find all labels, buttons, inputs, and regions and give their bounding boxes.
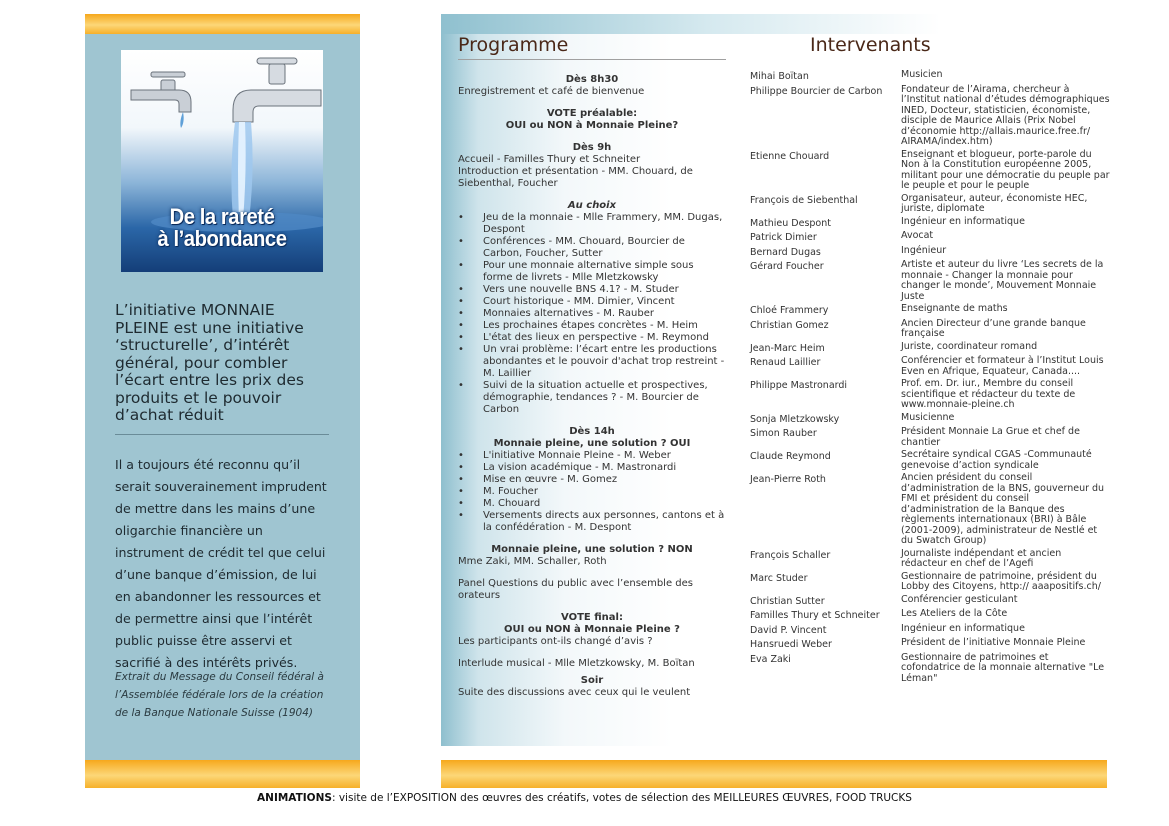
table-row <box>750 150 1110 192</box>
table-row <box>750 624 1110 637</box>
footer <box>0 792 1169 804</box>
speaker-description: Conférencier gesticulant <box>901 593 1018 605</box>
programme-divider <box>458 59 726 60</box>
speaker-name: Jean-Marc Heim <box>750 342 825 354</box>
table-row <box>750 450 1110 471</box>
accueil-line: Accueil - Familles Thury et Schneiter <box>458 154 641 165</box>
speaker-name: Mathieu Despont <box>750 217 831 229</box>
intervenants-list <box>750 70 1110 686</box>
block-time-9h: Dès 9h <box>572 142 612 153</box>
table-row <box>750 549 1110 570</box>
speaker-description: Ancien président du conseil d’administration de la BNS, gouverneur du FMI et président du conseil d’administration de la Banque des règlements internationaux (BRI) à Bâle (2001-2009), administrateur de Nestlé et du Swatch Group) <box>901 472 1105 546</box>
programme-section <box>458 74 726 699</box>
panel-text: Panel Questions du public avec l’ensemble des orateurs <box>458 578 693 601</box>
speaker-description: Président Monnaie La Grue et chef de chantier <box>901 426 1080 448</box>
list-item: • L'état des lieux en perspective - M. Reymond <box>458 332 726 344</box>
speaker-description: Musicien <box>901 69 943 80</box>
list-item: • Conférences - MM. Chouard, Bourcier de Carbon, Foucher, Sutter <box>458 236 726 260</box>
table-row <box>750 304 1110 317</box>
table-row <box>750 319 1110 340</box>
speaker-description: Secrétaire syndical CGAS -Communauté genevoise d’action syndicale <box>901 449 1092 471</box>
left-bottom-bar <box>85 760 360 788</box>
table-row <box>750 85 1110 148</box>
speaker-description: Ingénieur en informatique <box>901 622 1025 634</box>
intro-text: L’initiative MONNAIE PLEINE est une initiative ‘structurelle’, d’intérêt général, pour combler l’écart entre les prix des produits et le pouvoir d’achat réduit <box>115 301 305 424</box>
au-choix-title: Au choix <box>567 200 617 211</box>
hero-image <box>121 50 323 272</box>
list-item: • Court historique - MM. Dimier, Vincent <box>458 296 726 308</box>
quote-citation: Extrait du Message du Conseil fédéral à l’Assemblée fédérale lors de la création de la Banque Nationale Suisse (1904) <box>115 671 324 719</box>
speaker-name: François Schaller <box>750 549 831 561</box>
table-row <box>750 638 1110 651</box>
vote-final-question: OUI ou NON à Monnaie Pleine ? <box>504 624 680 635</box>
table-row <box>750 572 1110 593</box>
quote-text: Il a toujours été reconnu qu’il serait souverainement imprudent de mettre dans les mains d’une oligarchie financière un instrument de crédit tel que celui d’une banque d’émission, de lui en abandonner les ressources et de permettre ainsi que l’intérêt public puisse être asservi et sacrifié à des intérêts privés. <box>115 457 327 670</box>
programme-heading: Programme <box>458 34 569 56</box>
hero-title-line-2: à l’abondance <box>157 226 287 251</box>
list-item: • Les prochaines étapes concrètes - M. Heim <box>458 320 726 332</box>
speaker-name: Philippe Mastronardi <box>750 380 848 391</box>
block-time-14h: Dès 14h <box>569 426 615 437</box>
non-title: Monnaie pleine, une solution ? NON <box>491 544 693 555</box>
speaker-name: Hansruedi Weber <box>750 639 832 650</box>
speaker-description: Ingénieur en informatique <box>901 215 1025 227</box>
list-item: • Suivi de la situation actuelle et prospectives, démographie, tendances ? - M. Bourcier de Carbon <box>458 380 726 416</box>
table-row <box>750 595 1110 608</box>
speaker-description: Journaliste indépendant et ancien rédacteur en chef de l’Agefi <box>901 547 1062 569</box>
list-item: • M. Chouard <box>458 498 726 510</box>
speaker-name: Mihai Boïtan <box>750 71 809 82</box>
interlude-text: Interlude musical - Mlle Mletzkowsky, M. Boïtan <box>458 658 695 669</box>
introduction-line: Introduction et présentation - MM. Chouard, de Siebenthal, Foucher <box>458 166 693 189</box>
speaker-name: Bernard Dugas <box>750 246 821 258</box>
list-item: • Mise en œuvre - M. Gomez <box>458 474 726 486</box>
speaker-name: Simon Rauber <box>750 428 817 439</box>
list-item: • L'initiative Monnaie Pleine - M. Weber <box>458 450 726 462</box>
speaker-description: Gestionnaire de patrimoine, président du Lobby des Citoyens, http:// aaapositifs.ch/ <box>901 570 1101 592</box>
speaker-name: Marc Studer <box>750 572 808 584</box>
vote-prealable-title: VOTE préalable: <box>546 108 638 119</box>
speaker-description: Artiste et auteur du livre ‘Les secrets de la monnaie - Changer la monnaie pour changer le monde’, Mouvement Monnaie Juste <box>901 259 1104 302</box>
hero-title <box>129 206 315 250</box>
speaker-name: Eva Zaki <box>750 653 791 665</box>
soir-text: Suite des discussions avec ceux qui le veulent <box>458 687 691 698</box>
table-row <box>750 70 1110 83</box>
table-row <box>750 609 1110 622</box>
table-row <box>750 246 1110 259</box>
soir-title: Soir <box>580 675 604 686</box>
speaker-description: Conférencier et formateur à l’Institut Louis Even en Afrique, Equateur, Canada.... <box>901 355 1104 377</box>
block-text-830: Enregistrement et café de bienvenue <box>458 86 645 97</box>
oui-title: Monnaie pleine, une solution ? OUI <box>493 438 691 449</box>
speaker-name: Philippe Bourcier de Carbon <box>750 85 883 97</box>
list-item: • Jeu de la monnaie - Mlle Frammery, MM. Dugas, Despont <box>458 212 726 236</box>
non-text: Mme Zaki, MM. Schaller, Roth <box>458 556 607 567</box>
table-row <box>750 653 1110 685</box>
list-item: • Vers une nouvelle BNS 4.1? - M. Studer <box>458 284 726 296</box>
speaker-description: Avocat <box>901 230 934 241</box>
speaker-name: Etienne Chouard <box>750 150 830 162</box>
speaker-description: Ancien Directeur d’une grande banque française <box>901 317 1086 339</box>
hero-title-line-1: De la rareté <box>169 204 275 229</box>
table-row <box>750 473 1110 547</box>
footer-text: : visite de l’EXPOSITION des œuvres des créatifs, votes de sélection des MEILLEURES ŒUVRES, FOOD TRUCKS <box>331 792 912 804</box>
speaker-description: Enseignant et blogueur, porte-parole du Non à la Constitution européenne 2005, militant pour une démocratie du peuple par le peuple et pour le peuple <box>901 148 1110 191</box>
speaker-name: Familles Thury et Schneiter <box>750 610 880 621</box>
speaker-description: Gestionnaire de patrimoines et cofondatrice de la monnaie alternative "Le Léman" <box>901 651 1105 684</box>
speaker-description: Les Ateliers de la Côte <box>901 608 1008 619</box>
speaker-description: Fondateur de l’Airama, chercheur à l’Institut national d’études démographiques INED, Docteur, statisticien, économiste, disciple de Maurice Allais (Prix Nobel d’économie http://allais.maurice.free.fr/ AIRAMA/index.htm) <box>901 83 1110 147</box>
oui-list <box>458 450 726 534</box>
speaker-name: Claude Reymond <box>750 451 831 462</box>
list-item: • La vision académique - M. Mastronardi <box>458 462 726 474</box>
au-choix-list <box>458 212 726 416</box>
table-row <box>750 427 1110 448</box>
right-bottom-bar <box>441 760 1107 788</box>
table-row <box>750 342 1110 355</box>
speaker-description: Musicienne <box>901 411 955 423</box>
vote-final-text: Les participants ont-ils changé d’avis ? <box>458 636 653 647</box>
speaker-name: Patrick Dimier <box>750 232 817 243</box>
speaker-description: Président de l’initiative Monnaie Pleine <box>901 637 1086 648</box>
vote-final-title: VOTE final: <box>561 612 623 623</box>
speaker-name: Renaud Laillier <box>750 357 821 368</box>
list-item: • M. Foucher <box>458 486 726 498</box>
speaker-name: François de Siebenthal <box>750 194 858 206</box>
footer-label: ANIMATIONS <box>257 792 332 804</box>
left-top-bar <box>85 14 360 34</box>
intervenants-heading: Intervenants <box>810 34 931 56</box>
list-item: • Versements directs aux personnes, cantons et à la confédération - M. Despont <box>458 510 726 534</box>
speaker-name: Gérard Foucher <box>750 261 824 272</box>
speaker-name: Christian Sutter <box>750 595 825 607</box>
speaker-name: Christian Gomez <box>750 319 829 331</box>
table-row <box>750 379 1110 411</box>
right-top-bar <box>441 14 1107 34</box>
speaker-description: Enseignante de maths <box>901 303 1008 314</box>
speaker-name: David P. Vincent <box>750 624 827 636</box>
list-item: • Pour une monnaie alternative simple sous forme de livrets - Mlle Mletzkowsky <box>458 260 726 284</box>
vote-prealable-question: OUI ou NON à Monnaie Pleine? <box>505 120 679 131</box>
speaker-description: Juriste, coordinateur romand <box>901 340 1038 352</box>
table-row <box>750 413 1110 426</box>
list-item: • Monnaies alternatives - M. Rauber <box>458 308 726 320</box>
table-row <box>750 217 1110 230</box>
block-time-830: Dès 8h30 <box>565 74 619 85</box>
speaker-description: Ingénieur <box>901 244 947 256</box>
divider <box>115 434 329 435</box>
speaker-name: Chloé Frammery <box>750 305 829 316</box>
speaker-name: Sonja Mletzkowsky <box>750 413 840 425</box>
speaker-description: Prof. em. Dr. iur., Membre du conseil scientifique et rédacteur du texte de www.monnaie-pleine.ch <box>901 378 1076 410</box>
table-row <box>750 231 1110 244</box>
table-row <box>750 194 1110 215</box>
table-row <box>750 260 1110 302</box>
speaker-description: Organisateur, auteur, économiste HEC, juriste, diplomate <box>901 192 1088 214</box>
speaker-name: Jean-Pierre Roth <box>750 474 826 485</box>
list-item: • Un vrai problème: l’écart entre les productions abondantes et le pouvoir d'achat trop restreint - M. Laillier <box>458 344 726 380</box>
table-row <box>750 356 1110 377</box>
